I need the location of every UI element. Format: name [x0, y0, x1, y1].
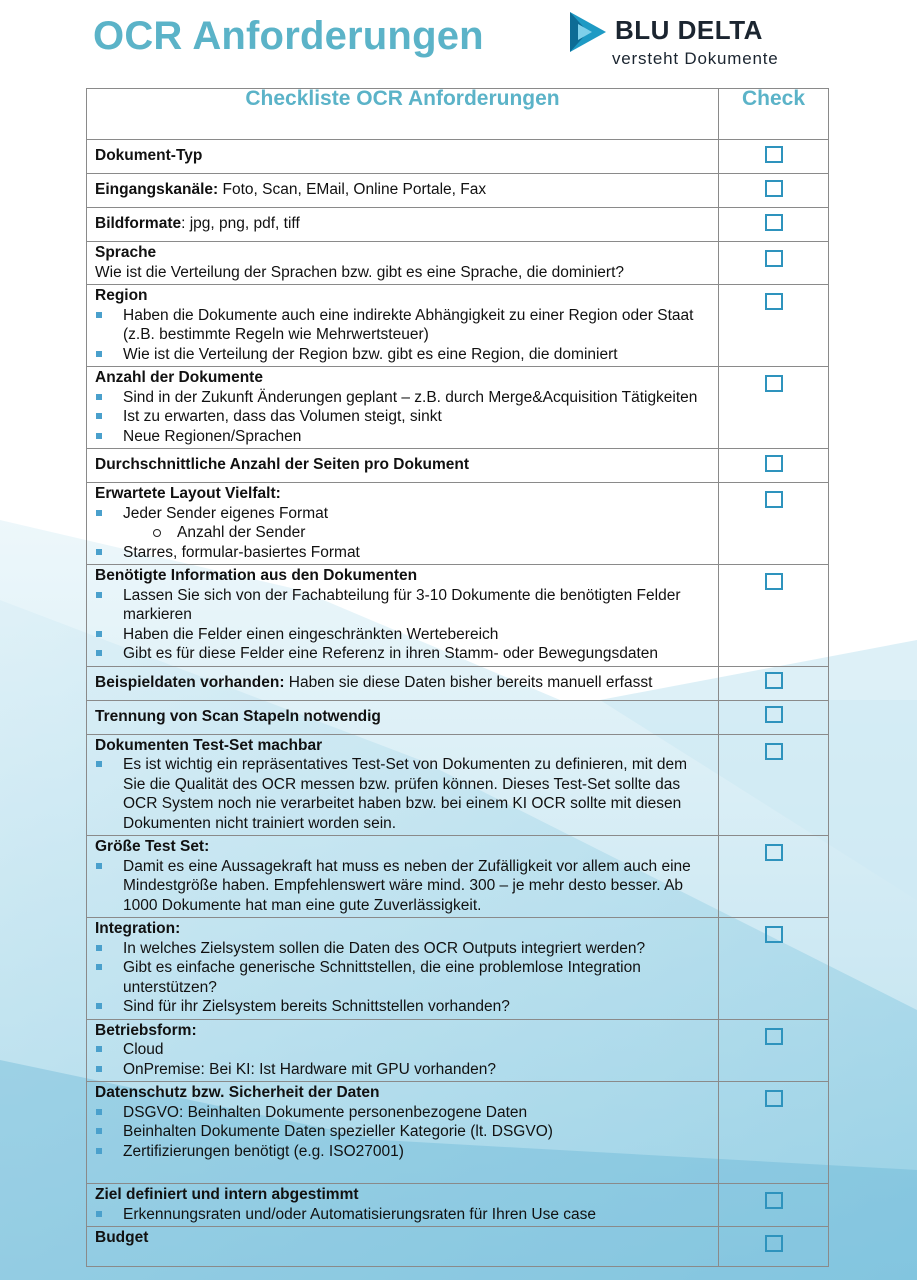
- sub-list-item: Anzahl der Sender: [95, 523, 712, 543]
- check-cell: [719, 449, 829, 483]
- row-text: [87, 140, 719, 174]
- row-text: [87, 700, 719, 734]
- check-cell: [719, 242, 829, 285]
- row-heading: Ziel definiert und intern abgestimmt: [95, 1186, 359, 1203]
- list-item: Es ist wichtig ein repräsentatives Test-Set von Dokumenten zu definieren, mit dem Sie die Qualität des OCR messen bzw. prüfen können. Dieses Test-Set sollte das OCR System noch nie verarbeitet haben bzw. bei einem KI OCR sollte mit diesen Dokumenten nicht trainiert worden sein.: [95, 755, 712, 833]
- row-heading: Integration:: [95, 920, 181, 937]
- bullet-list: [95, 857, 712, 916]
- row-region: [87, 285, 829, 367]
- check-cell: [719, 734, 829, 836]
- row-heading: Datenschutz bzw. Sicherheit der Daten: [95, 1084, 380, 1101]
- checkbox[interactable]: [765, 1235, 783, 1252]
- list-item: Haben die Felder einen eingeschränkten Wertebereich: [95, 625, 712, 645]
- checkbox[interactable]: [765, 1028, 783, 1045]
- row-text: [87, 1082, 719, 1184]
- check-cell: [719, 700, 829, 734]
- checkbox[interactable]: [765, 1192, 783, 1209]
- row-heading: Größe Test Set:: [95, 838, 210, 855]
- check-cell: [719, 483, 829, 565]
- row-heading: Trennung von Scan Stapeln notwendig: [95, 707, 381, 725]
- page-title: OCR Anforderungen: [93, 14, 484, 58]
- row-dokument-typ: [87, 140, 829, 174]
- row-benoetigte-information: [87, 565, 829, 667]
- checkbox[interactable]: [765, 180, 783, 197]
- list-item: OnPremise: Bei KI: Ist Hardware mit GPU vorhanden?: [95, 1060, 712, 1080]
- row-layout-vielfalt: [87, 483, 829, 565]
- spacer: [95, 1161, 712, 1181]
- row-heading: Bildformate: [95, 215, 182, 233]
- logo-tagline: versteht Dokumente: [612, 49, 779, 68]
- checkbox[interactable]: [765, 706, 783, 723]
- checklist-table: [86, 88, 829, 1267]
- row-heading: Beispieldaten vorhanden:: [95, 673, 285, 691]
- row-heading: Dokumenten Test-Set machbar: [95, 736, 323, 754]
- list-item: Erkennungsraten und/oder Automatisierungsraten für Ihren Use case: [95, 1205, 712, 1225]
- blu-delta-logo-icon: [568, 10, 608, 54]
- row-text: [87, 242, 719, 285]
- row-ziel-definiert: [87, 1184, 829, 1227]
- row-line: Wie ist die Verteilung der Sprachen bzw. gibt es eine Sprache, die dominiert?: [95, 263, 625, 281]
- checkbox[interactable]: [765, 375, 783, 392]
- check-cell: [719, 285, 829, 367]
- row-trennung-scan-stapel: [87, 700, 829, 734]
- row-heading: Erwartete Layout Vielfalt:: [95, 485, 281, 502]
- bullet-list: [95, 388, 712, 447]
- check-cell: [719, 666, 829, 700]
- checkbox[interactable]: [765, 250, 783, 267]
- bullet-list: [95, 306, 712, 365]
- row-text: [87, 666, 719, 700]
- check-cell: [719, 208, 829, 242]
- row-inline-text: : jpg, png, pdf, tiff: [181, 215, 300, 233]
- checkbox[interactable]: [765, 214, 783, 231]
- check-cell: [719, 565, 829, 667]
- checkbox[interactable]: [765, 743, 783, 760]
- list-item: Zertifizierungen benötigt (e.g. ISO27001): [95, 1142, 712, 1162]
- row-bildformate: [87, 208, 829, 242]
- list-item: Starres, formular-basiertes Format: [95, 543, 712, 563]
- row-test-set-machbar: [87, 734, 829, 836]
- row-text: [87, 918, 719, 1020]
- bullet-list: [95, 1040, 712, 1079]
- row-groesse-test-set: [87, 836, 829, 918]
- list-item: Gibt es für diese Felder eine Referenz in ihren Stamm- oder Bewegungsdaten: [95, 644, 712, 664]
- table-header: Checkliste OCR Anforderungen: [87, 89, 719, 140]
- row-seiten-pro-dokument: [87, 449, 829, 483]
- list-item: Haben die Dokumente auch eine indirekte Abhängigkeit zu einer Region oder Staat (z.B. bestimmte Regeln wie Mehrwertsteuer): [95, 306, 712, 345]
- row-datenschutz: [87, 1082, 829, 1184]
- row-text: [87, 1227, 719, 1267]
- list-item: Sind für ihr Zielsystem bereits Schnittstellen vorhanden?: [95, 997, 712, 1017]
- check-cell: [719, 918, 829, 1020]
- row-text: [87, 208, 719, 242]
- row-heading: Region: [95, 287, 148, 304]
- logo: [568, 8, 848, 72]
- row-beispieldaten: [87, 666, 829, 700]
- row-integration: [87, 918, 829, 1020]
- list-item: Damit es eine Aussagekraft hat muss es neben der Zufälligkeit vor allem auch eine Mindestgröße haben. Empfehlenswert wäre mind. 300 – je mehr desto besser. Ab 1000 Dokumente hat man eine gute Zuverlässigkeit.: [95, 857, 712, 916]
- bullet-list: [95, 1103, 712, 1162]
- checkbox[interactable]: [765, 844, 783, 861]
- row-text: [87, 483, 719, 565]
- checkbox[interactable]: [765, 455, 783, 472]
- bullet-list: [95, 543, 712, 563]
- checkbox[interactable]: [765, 491, 783, 508]
- checkbox[interactable]: [765, 573, 783, 590]
- check-cell: [719, 367, 829, 449]
- checkbox[interactable]: [765, 926, 783, 943]
- check-cell: [719, 174, 829, 208]
- bullet-list: [95, 504, 712, 524]
- list-item: Lassen Sie sich von der Fachabteilung für 3-10 Dokumente die benötigten Felder markieren: [95, 586, 712, 625]
- row-inline-text: Haben sie diese Daten bisher bereits manuell erfasst: [284, 673, 653, 691]
- check-cell: [719, 1019, 829, 1082]
- row-betriebsform: [87, 1019, 829, 1082]
- list-item: Beinhalten Dokumente Daten spezieller Kategorie (lt. DSGVO): [95, 1122, 712, 1142]
- row-heading: Dokument-Typ: [95, 147, 203, 165]
- logo-name: BLU DELTA: [615, 15, 763, 45]
- checkbox[interactable]: [765, 293, 783, 310]
- row-anzahl-dokumente: [87, 367, 829, 449]
- list-item: DSGVO: Beinhalten Dokumente personenbezogene Daten: [95, 1103, 712, 1123]
- list-item: Wie ist die Verteilung der Region bzw. gibt es eine Region, die dominiert: [95, 345, 712, 365]
- checkbox[interactable]: [765, 672, 783, 689]
- row-text: [87, 367, 719, 449]
- row-text: [87, 174, 719, 208]
- row-budget: [87, 1227, 829, 1267]
- row-text: [87, 1019, 719, 1082]
- row-heading: Durchschnittliche Anzahl der Seiten pro Dokument: [95, 456, 470, 474]
- list-item: Cloud: [95, 1040, 712, 1060]
- list-item: Sind in der Zukunft Änderungen geplant – z.B. durch Merge&Acquisition Tätigkeiten: [95, 388, 712, 408]
- row-text: [87, 449, 719, 483]
- bullet-list: [95, 1205, 712, 1225]
- list-item: Jeder Sender eigenes Format: [95, 504, 712, 524]
- list-item: In welches Zielsystem sollen die Daten des OCR Outputs integriert werden?: [95, 939, 712, 959]
- check-column-header: Check: [719, 89, 829, 140]
- check-cell: [719, 140, 829, 174]
- list-item: Ist zu erwarten, dass das Volumen steigt, sinkt: [95, 407, 712, 427]
- spacer: [95, 1248, 712, 1264]
- check-cell: [719, 1184, 829, 1227]
- row-eingangskanaele: [87, 174, 829, 208]
- row-heading: Budget: [95, 1229, 149, 1246]
- row-heading: Anzahl der Dokumente: [95, 369, 263, 386]
- row-text: [87, 565, 719, 667]
- row-text: [87, 836, 719, 918]
- row-inline-text: Foto, Scan, EMail, Online Portale, Fax: [218, 181, 487, 199]
- check-cell: [719, 836, 829, 918]
- row-text: [87, 285, 719, 367]
- checkbox[interactable]: [765, 146, 783, 163]
- row-sprache: [87, 242, 829, 285]
- bullet-list: [95, 755, 712, 833]
- row-heading: Betriebsform:: [95, 1021, 197, 1039]
- row-heading: Sprache: [95, 244, 157, 261]
- bullet-list: [95, 939, 712, 1017]
- list-item: Neue Regionen/Sprachen: [95, 427, 712, 447]
- bullet-list: [95, 586, 712, 664]
- row-text: [87, 1184, 719, 1227]
- row-heading: Benötigte Information aus den Dokumenten: [95, 567, 418, 584]
- table-header-row: [87, 89, 829, 140]
- check-cell: [719, 1082, 829, 1184]
- list-item: Gibt es einfache generische Schnittstellen, die eine problemlose Integration unterstützen?: [95, 958, 712, 997]
- row-text: [87, 734, 719, 836]
- checkbox[interactable]: [765, 1090, 783, 1107]
- check-cell: [719, 1227, 829, 1267]
- row-heading: Eingangskanäle:: [95, 181, 219, 199]
